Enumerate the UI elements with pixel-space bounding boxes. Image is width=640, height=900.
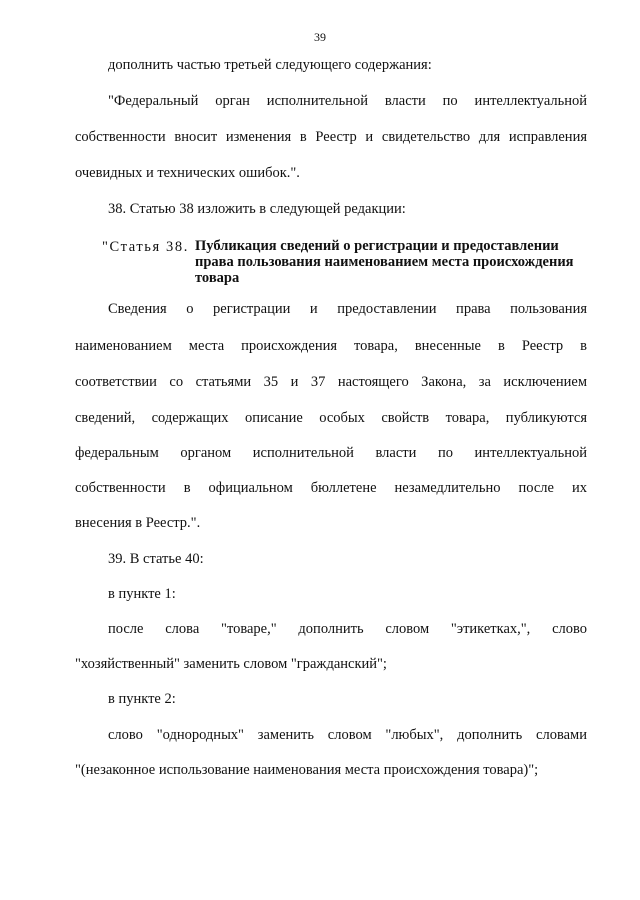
text-line: после слова "товаре," дополнить словом "этикетках,", слово (108, 621, 587, 637)
paragraph-line: соответствии со статьями 35 и 37 настоящего Закона, за исключением (75, 374, 587, 390)
paragraph-line: наименованием места происхождения товара, внесенные в Реестр в (75, 338, 587, 354)
text-line: 39. В статье 40: (108, 551, 204, 567)
text-line: "Федеральный орган исполнительной власти по интеллектуальной (108, 93, 587, 109)
text-line: "(незаконное использование наименования места происхождения товара)"; (75, 762, 539, 778)
paragraph-line: внесения в Реестр.". (75, 515, 201, 531)
text-line: "хозяйственный" заменить словом "гражданский"; (75, 656, 387, 672)
text-line: в пункте 1: (108, 586, 176, 602)
text-line: очевидных и технических ошибок.". (75, 165, 300, 181)
text-line: собственности вносит изменения в Реестр и свидетельство для исправления (75, 129, 587, 145)
paragraph-line: федеральным органом исполнительной власти по интеллектуальной (75, 445, 587, 461)
text-line: в пункте 2: (108, 691, 176, 707)
text-line: дополнить частью третьей следующего содержания: (108, 57, 432, 73)
page-number: 39 (314, 30, 326, 44)
paragraph-line: Сведения о регистрации и предоставлении права пользования (108, 301, 587, 317)
article-title: Публикация сведений о регистрации и предоставлении права пользования наименованием места происхождения товара (195, 238, 574, 286)
text-line: 38. Статью 38 изложить в следующей редакции: (108, 201, 406, 217)
text-line: слово "однородных" заменить словом "любых", дополнить словами (108, 727, 587, 743)
paragraph-line: собственности в официальном бюллетене незамедлительно после их (75, 480, 587, 496)
article-label: "Статья 38. (102, 239, 189, 255)
paragraph-line: сведений, содержащих описание особых свойств товара, публикуются (75, 410, 587, 426)
